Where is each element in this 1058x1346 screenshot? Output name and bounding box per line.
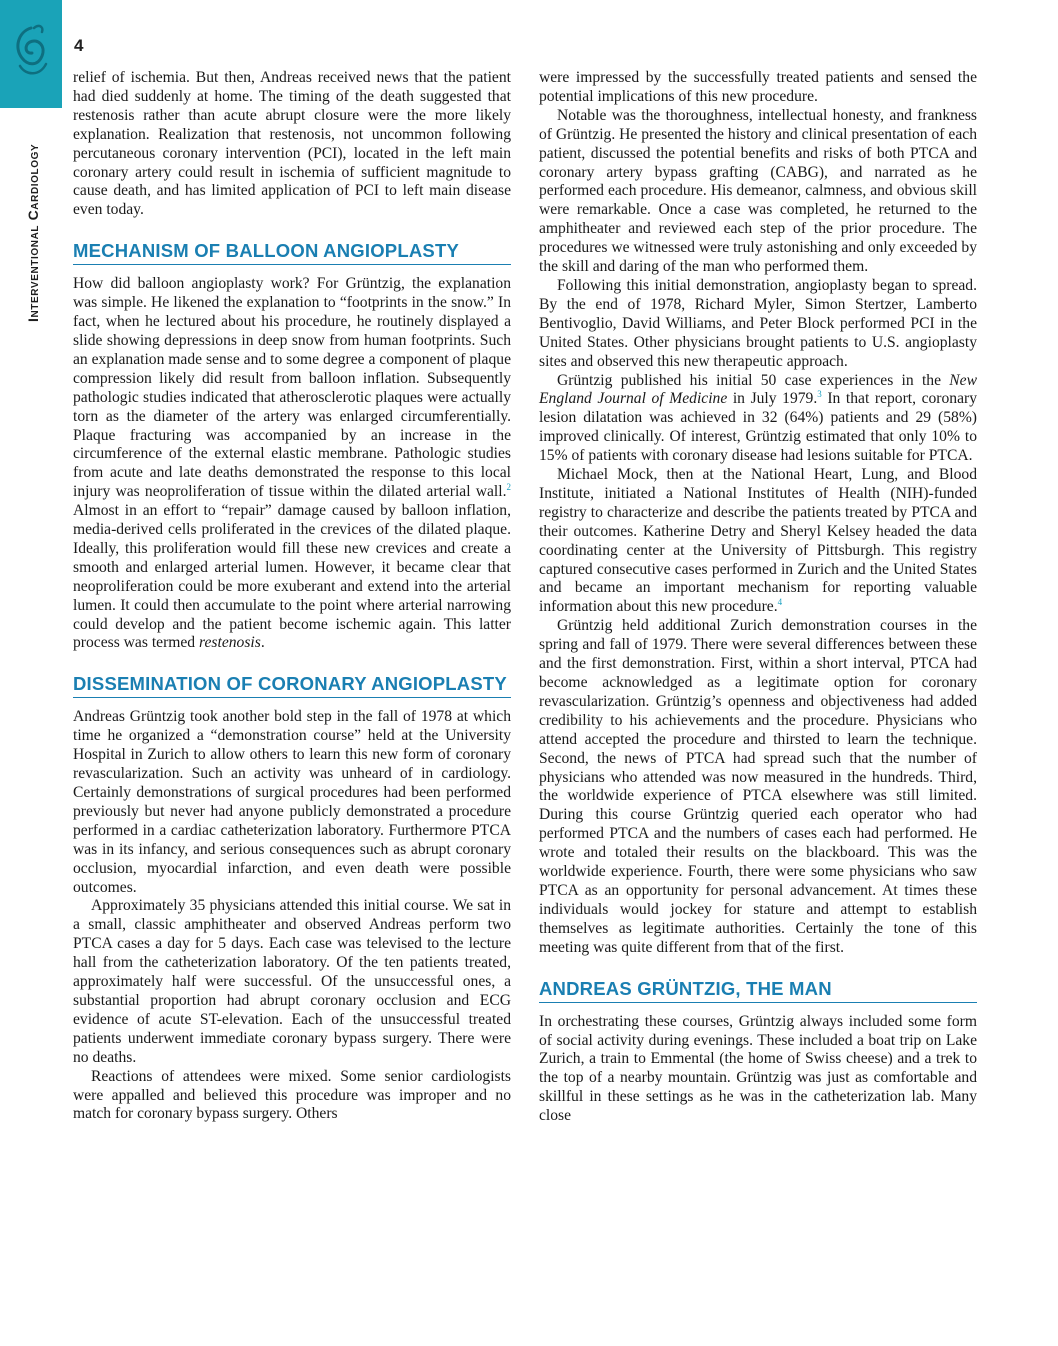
side-rule [59, 92, 60, 106]
chapter-tab [0, 0, 62, 108]
paragraph: were impressed by the successfully treated patients and sensed the potential implications of this new procedure. [539, 69, 977, 105]
heart-swirl-icon [8, 22, 54, 82]
section-heading-the-man: ANDREAS GRÜNTZIG, THE MAN [539, 978, 977, 1003]
text-run: . [260, 634, 265, 652]
paragraph: relief of ischemia. But then, Andreas received news that the patient had died suddenly at home. The timing of the death suggested that restenosis rather than acute abrupt closure were the more likely explanation. Realization that restenosis, not uncommon following percutaneous coronary intervention (PCI), located in the left main coronary artery could result in ischemia of sufficient magnitude to cause death, and has limited application of PCI to left main disease even today. [73, 69, 511, 219]
text-run: Almost in an effort to “repair” damage caused by balloon inflation, media-derived cells proliferated in the crevices of the dilated plaque. Ideally, this proliferation would fill these new crevices and create a smooth and enlarged arterial lumen. However, it became clear that neoproliferation could be more exuberant and extend into the arterial lumen. It could then accumulate to the point where arterial narrowing could develop and the patient become ischemic again. This latter process was termed [73, 502, 511, 652]
text-run: In that report, coronary lesion dilatation was achieved in 32 (64%) patients and 29 (58%) improved clinically. Of interest, Grüntzig estimated that only 10% to 15% of patients with coronary disease had lesions suitable for PTCA. [539, 390, 977, 465]
paragraph: In orchestrating these courses, Grüntzig always included some form of social activity during evenings. These included a boat trip on Lake Zurich, a train to Emmental (the home of Swiss cheese) and a trek to the top of a nearby mountain. Grüntzig was just as comfortable and skillful in these settings as he was in the catheterization lab. Many close [539, 1012, 977, 1125]
reference-link-3[interactable]: 3 [817, 389, 822, 400]
text-run: in July 1979. [727, 390, 818, 408]
paragraph: Andreas Grüntzig took another bold step in the fall of 1978 at which time he organized a “demonstration course” held at the University Hospital in Zurich to allow others to learn this new form of coronary revascularization. Such an activity was unheard of in cardiology. Certainly demonstrations of surgical procedures had been performed previously but never had anyone publicly demonstrated a procedure performed in a cardiac catheterization laboratory. Furthermore PTCA was in its infancy, and serious consequences such as abrupt coronary occlusion, myocardial infarction, and even death were possible outcomes. [73, 708, 511, 896]
paragraph: Notable was the thoroughness, intellectual honesty, and frankness of Grüntzig. He presented the history and clinical presentation of each patient, discussed the potential benefits and risks of both PTCA and coronary artery bypass grafting (CABG), and narrated as he performed each procedure. His demeanor, calmness, and obvious skill were remarkable. Once a case was completed, he returned to the amphitheater and reviewed each step of the prior procedure. The procedures we witnessed were truly astonishing and only exceeded by the skill and daring of the man who performed them. [539, 106, 977, 276]
paragraph: Approximately 35 physicians attended this initial course. We sat in a small, classic amphitheater and observed Andreas perform two PTCA cases a day for 5 days. Each case was televised to the lecture hall from the catheterization laboratory. Of the ten patients treated, approximately half were successful. Of the unsuccessful ones, a substantial proportion had abrupt coronary occlusion and ECG evidence of acute ST-elevation. Each of the unsuccessful treated patients underwent immediate coronary bypass surgery. There were no deaths. [73, 897, 511, 1066]
journal-title: New England Journal of Medicine [539, 371, 977, 408]
paragraph: Following this initial demonstration, angioplasty began to spread. By the end of 1978, Richard Myler, Simon Stertzer, Lamberto Bentivoglio, David Williams, and Peter Block performed PCI in the United States. Other physicians brought patients to U.S. angioplasty sites and observed this new therapeutic approach. [539, 276, 977, 370]
paragraph [73, 275, 511, 653]
paragraph: Grüntzig held additional Zurich demonstration courses in the spring and fall of 1979. There were several differences between these and the first demonstration. First, within a short interval, PTCA had become acknowledged as a legitimate option for coronary revascularization. Grüntzig’s openness and objectiveness had added credibility to his achievements and the procedure. Physicians who attend accepted the procedure and thirsted to learn the technique. Second, the news of PTCA had spread such that the number of physicians who attended was now measured in the hundreds. Third, the worldwide experience of PTCA elsewhere was still limited. During this course Grüntzig queried each operator who had performed PTCA and the numbers of cases each had performed. He wrote and totaled their results on the blackboard. This was the worldwide experience. Fourth, there were some physicians who saw PTCA as an opportunity for personal advancement. At times these individuals would jockey for stature and attempt to establish themselves as legitimate authorities. Certainly the tone of this meeting was quite different from that of the first. [539, 617, 977, 956]
paragraph [539, 466, 977, 617]
section-heading-dissemination: DISSEMINATION OF CORONARY ANGIOPLASTY [73, 673, 511, 698]
running-head: Interventional Cardiology [25, 143, 41, 322]
text-run: Michael Mock, then at the National Heart, Lung, and Blood Institute, initiated a National Institutes of Health (NIH)-funded registry to characterize and describe the patients treated by PTCA and their outcomes. Katherine Detry and Sheryl Kelsey headed the data coordinating center at the University of Pittsburgh. This registry captured consecutive cases performed in Zurich and the United States and became an important mechanism for reporting valuable information about this new procedure. [539, 466, 977, 616]
page-number: 4 [74, 36, 84, 55]
text-run: Grüntzig published his initial 50 case experiences in the [557, 371, 950, 389]
reference-link-2[interactable]: 2 [506, 482, 511, 493]
emphasized-term: restenosis [199, 634, 261, 652]
left-column [73, 69, 511, 1124]
text-run: How did balloon angioplasty work? For Grüntzig, the explanation was simple. He likened the explanation to “footprints in the snow.” In fact, when he lectured about his procedure, he routinely displayed a slide showing depressions in deep snow from human footprints. Such an explanation made sense and to some degree a component of plaque compression likely did result from balloon inflation. Subsequently pathologic studies indicated that atherosclerotic plaques were actually torn as the diameter of the artery was enlarged circumferentially. Plaque fracturing was accompanied by an increase in the circumference of the external elastic membrane. Pathologic studies from acute and late deaths demonstrated the response to this local injury was neoproliferation of tissue within the dilated arterial wall. [73, 275, 511, 501]
reference-link-4[interactable]: 4 [777, 597, 783, 608]
right-column [539, 69, 977, 1126]
paragraph: Reactions of attendees were mixed. Some senior cardiologists were appalled and believed this procedure was improper and no match for coronary bypass surgery. Others [73, 1067, 511, 1123]
paragraph [539, 372, 977, 467]
section-heading-mechanism: MECHANISM OF BALLOON ANGIOPLASTY [73, 240, 511, 265]
